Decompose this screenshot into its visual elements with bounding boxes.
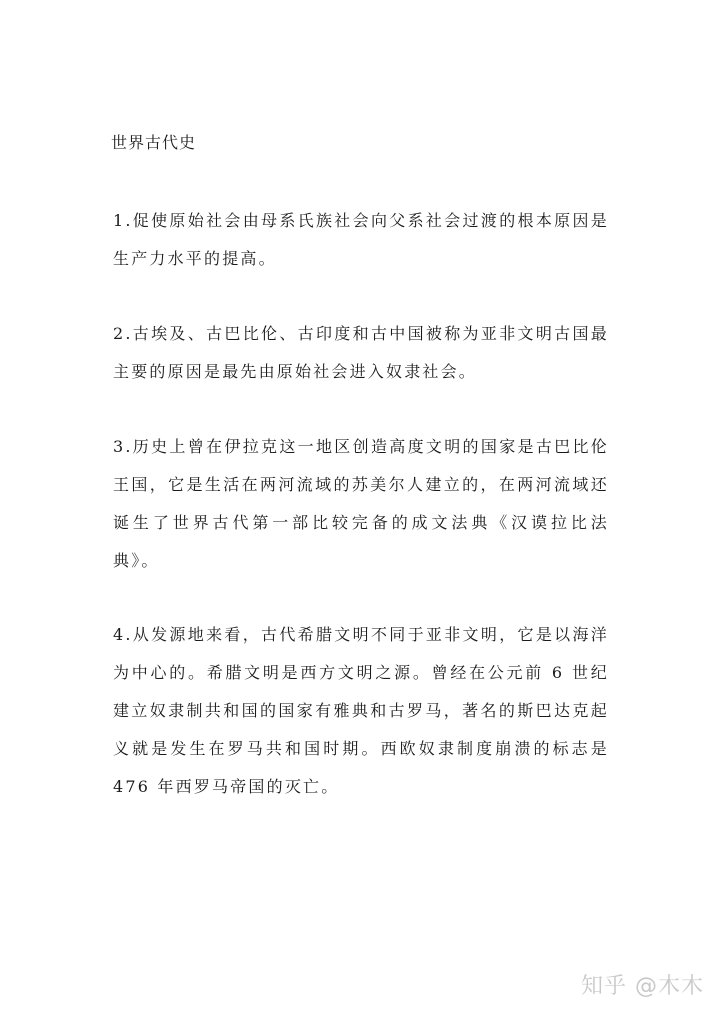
paragraph-3: 3.历史上曾在伊拉克这一地区创造高度文明的国家是古巴比伦王国，它是生活在两河流域的苏美尔人建立的，在两河流域还诞生了世界古代第一部比较完备的成文法典《汉谟拉比法典》。 — [113, 437, 609, 570]
document-title: 世界古代史 — [111, 133, 197, 152]
paragraph-4: 4.从发源地来看，古代希腊文明不同于亚非文明，它是以海洋为中心的。希腊文明是西方文明之源。曾经在公元前 6 世纪建立奴隶制共和国的国家有雅典和古罗马，著名的斯巴达克起义就是发生在罗马共和国时期。西欧奴隶制度崩溃的标志是 476 年西罗马帝国的灭亡。 — [113, 625, 609, 796]
watermark: 知乎 @木木 — [581, 974, 704, 999]
paragraph-1: 1.促使原始社会由母系氏族社会向父系社会过渡的根本原因是生产力水平的提高。 — [113, 211, 609, 268]
paragraph-2: 2.古埃及、古巴比伦、古印度和古中国被称为亚非文明古国最主要的原因是最先由原始社会进入奴隶社会。 — [113, 324, 609, 381]
